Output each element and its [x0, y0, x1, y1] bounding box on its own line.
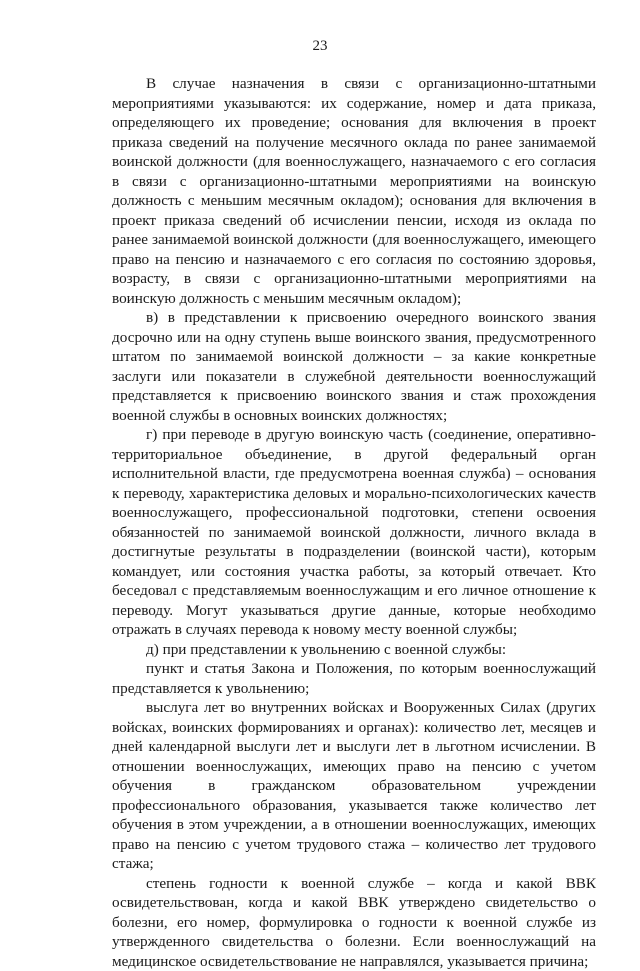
- body-text: [112, 74, 596, 971]
- paragraph-rank-promotion: в) в представлении к присвоению очередного воинского звания досрочно или на одну ступень выше воинского звания, предусмотренного штатом по занимаемой воинской должности – за какие конкретные заслуги или показатели в служебной деятельности военнослужащий представляется к присвоению воинского звания и стаж прохождения военной службы в основных воинских должностях;: [112, 308, 596, 425]
- paragraph-reorganization: В случае назначения в связи с организационно-штатными мероприятиями указываются: их содержание, номер и дата приказа, определяющего их проведение; основания для включения в проект приказа сведений на получение месячного оклада по ранее занимаемой воинской должности (для военнослужащего, назначаемого с его согласия в связи с организационно-штатными мероприятиями на воинскую должность с меньшим месячным окладом); основания для включения в проект приказа сведений об исчислении пенсии, исходя из оклада по ранее занимаемой воинской должности (для военнослужащего, имеющего право на пенсию и назначаемого с его согласия по состоянию здоровья, возрасту, в связи с организационно-штатными мероприятиями на воинскую должность с меньшим месячным окладом);: [112, 74, 596, 308]
- paragraph-fitness-degree: степень годности к военной службе – когда и какой ВВК освидетельствован, когда и какой ВВК утверждено свидетельство о болезни, его номер, формулировка о годности к военной службе из утвержденного свидетельства о болезни. Если военнослужащий на медицинское освидетельствование не направлялся, указывается причина;: [112, 874, 596, 971]
- paragraph-transfer: г) при переводе в другую воинскую часть (соединение, оперативно-территориальное объединение, в другой федеральный орган исполнительной власти, где предусмотрена военная служба) – основания к переводу, характеристика деловых и морально-психологических качеств военнослужащего, профессиональной подготовки, степени освоения обязанностей по занимаемой воинской должности, личного вклада в достигнутые результаты в подразделении (воинской части), которым командует, или состояния участка работы, за который отвечает. Кто беседовал с представляемым военнослужащим и его личное отношение к переводу. Могут указываться другие данные, которые необходимо отражать в случаях перевода к новому месту военной службы;: [112, 425, 596, 640]
- page-number: 23: [0, 37, 640, 55]
- paragraph-length-of-service: выслуга лет во внутренних войсках и Вооруженных Силах (других войсках, воинских формированиях и органах): количество лет, месяцев и дней календарной выслуги лет и выслуги лет в льготном исчислении. В отношении военнослужащих, имеющих право на пенсию с учетом обучения в гражданском образовательном учреждении профессионального образования, указывается также количество лет обучения в этом учреждении, а в отношении военнослужащих, имеющих право на пенсию с учетом трудового стажа – количество лет трудового стажа;: [112, 698, 596, 874]
- paragraph-dismissal-article: пункт и статья Закона и Положения, по которым военнослужащий представляется к увольнению;: [112, 659, 596, 698]
- paragraph-dismissal-heading: д) при представлении к увольнению с военной службы:: [112, 640, 596, 660]
